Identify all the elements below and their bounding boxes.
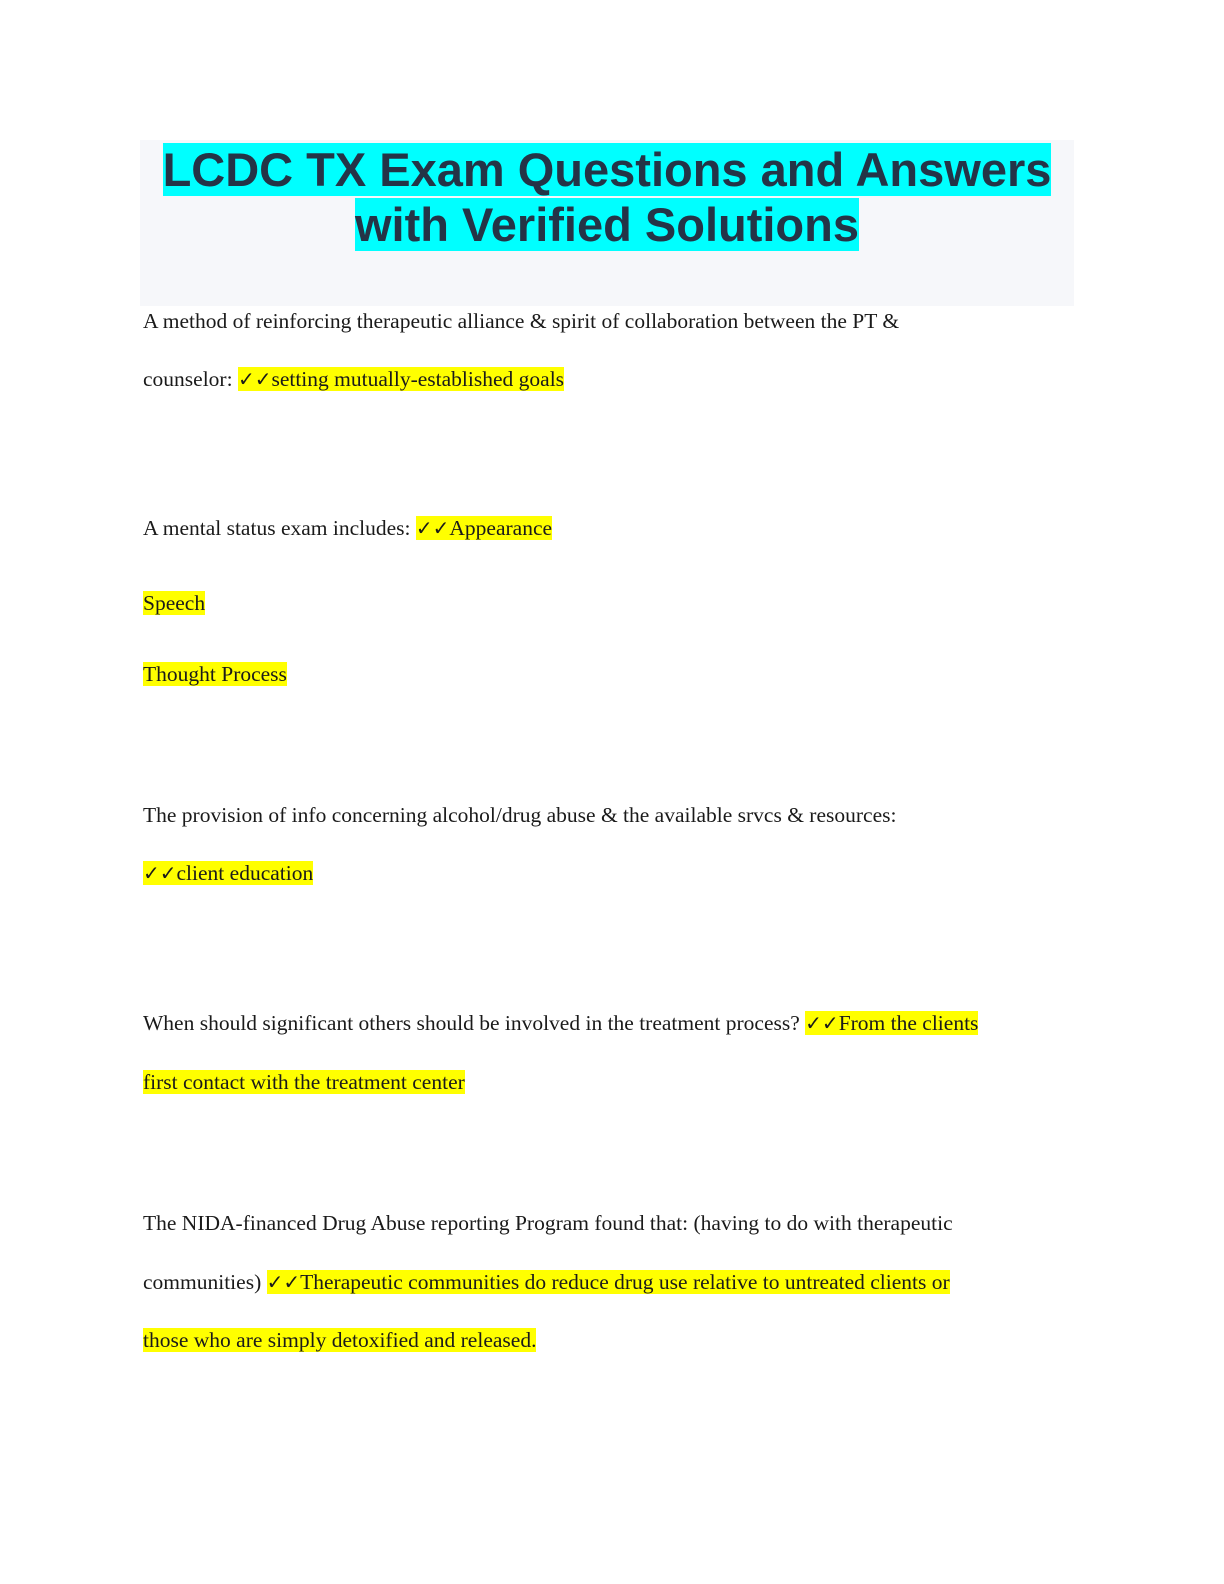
answer-4-line-2	[143, 1067, 465, 1097]
document-title	[140, 140, 1074, 252]
title-banner	[140, 140, 1074, 306]
answer-2-line-3	[143, 659, 287, 689]
answer-2-text: Appearance	[449, 516, 553, 540]
answer-5-text-continued: those who are simply detoxified and released.	[143, 1328, 537, 1352]
question-4-line-1	[143, 1008, 978, 1038]
question-3-line-1: The provision of info concerning alcohol/drug abuse & the available srvcs & resources:	[143, 803, 897, 827]
answer-1-highlight	[238, 367, 564, 391]
answer-3-line-1	[143, 858, 313, 888]
answer-3-text: client education	[176, 861, 314, 885]
title-line-2: with Verified Solutions	[355, 198, 859, 251]
answer-5-highlight	[267, 1270, 950, 1294]
answer-3-highlight	[143, 861, 313, 885]
question-4-text: When should significant others should be involved in the treatment process?	[143, 1011, 806, 1035]
answer-5-text: Therapeutic communities do reduce drug use relative to untreated clients or	[300, 1270, 950, 1294]
answer-4-text: From the clients	[838, 1011, 979, 1035]
answer-4-text-continued: first contact with the treatment center	[143, 1070, 465, 1094]
question-2-text: A mental status exam includes:	[143, 516, 416, 540]
answer-5-line-2	[143, 1325, 536, 1355]
question-5-line-2	[143, 1267, 950, 1297]
question-1-text: counselor:	[143, 367, 238, 391]
answer-2-item-thought-process: Thought Process	[143, 662, 287, 686]
question-5-line-1: The NIDA-financed Drug Abuse reporting Program found that: (having to do with therapeutic	[143, 1211, 953, 1235]
answer-1-text: setting mutually-established goals	[271, 367, 565, 391]
answer-2-highlight	[416, 516, 552, 540]
question-1-line-1: A method of reinforcing therapeutic alliance & spirit of collaboration between the PT &	[143, 309, 900, 333]
answer-4-highlight	[805, 1011, 978, 1035]
question-1-line-2	[143, 364, 564, 394]
double-check-icon: ✓✓	[805, 1011, 839, 1035]
question-2-line-1	[143, 513, 552, 543]
double-check-icon: ✓✓	[415, 516, 450, 540]
answer-2-line-2	[143, 588, 205, 618]
question-5-text: communities)	[143, 1270, 267, 1294]
title-line-1: LCDC TX Exam Questions and Answers	[162, 143, 1052, 196]
double-check-icon: ✓✓	[266, 1270, 301, 1294]
answer-2-item-speech: Speech	[143, 591, 206, 615]
double-check-icon: ✓✓	[237, 367, 272, 391]
double-check-icon: ✓✓	[143, 861, 177, 885]
